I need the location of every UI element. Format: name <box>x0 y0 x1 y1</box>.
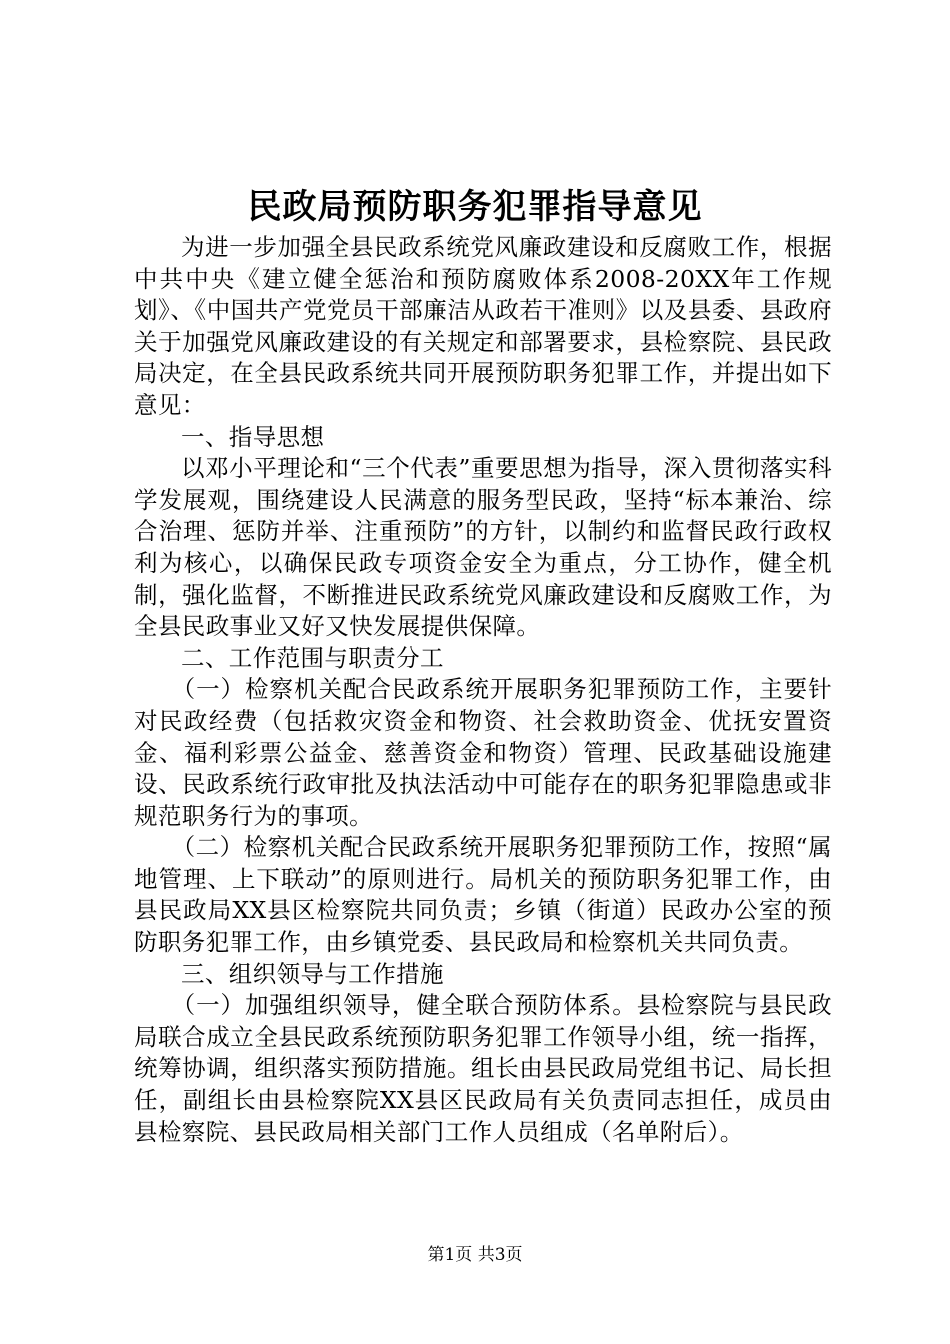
intro-paragraph: 为进一步加强全县民政系统党风廉政建设和反腐败工作，根据中共中央《建立健全惩治和预防腐败体系2008-20XX年工作规划》、《中国共产党党员干部廉洁从政若干准则》以及县委、县政府关于加强党风廉政建设的有关规定和部署要求，县检察院、县民政局决定，在全县民政系统共同开展预防职务犯罪工作，并提出如下意见： <box>134 233 832 419</box>
document-title: 民政局预防职务犯罪指导意见 <box>247 187 703 227</box>
page-number-footer: 第1页 共3页 <box>427 1245 523 1265</box>
section-heading-guiding-thought: 一、指导思想 <box>181 422 325 451</box>
section-heading-scope-duties: 二、工作范围与职责分工 <box>181 643 444 672</box>
scope-item-1-paragraph: （一）检察机关配合民政系统开展职务犯罪预防工作，主要针对民政经费（包括救灾资金和物资、社会救助资金、优抚安置资金、福利彩票公益金、慈善资金和物资）管理、民政基础设施建设、民政系统行政审批及执法活动中可能存在的职务犯罪隐患或非规范职务行为的事项。 <box>134 675 832 830</box>
scope-item-2-paragraph: （二）检察机关配合民政系统开展职务犯罪预防工作，按照“属地管理、上下联动”的原则进行。局机关的预防职务犯罪工作，由县民政局XX县区检察院共同负责；乡镇（街道）民政办公室的预防职务犯罪工作，由乡镇党委、县民政局和检察机关共同负责。 <box>134 833 832 957</box>
section-heading-organization: 三、组织领导与工作措施 <box>181 959 444 988</box>
document-body <box>134 232 832 1148</box>
guiding-thought-paragraph: 以邓小平理论和“三个代表”重要思想为指导，深入贯彻落实科学发展观，围绕建设人民满意的服务型民政，坚持“标本兼治、综合治理、惩防并举、注重预防”的方针，以制约和监督民政行政权利为核心，以确保民政专项资金安全为重点，分工协作，健全机制，强化监督，不断推进民政系统党风廉政建设和反腐败工作，为全县民政事业又好又快发展提供保障。 <box>134 454 832 641</box>
organization-item-1-paragraph: （一）加强组织领导，健全联合预防体系。县检察院与县民政局联合成立全县民政系统预防职务犯罪工作领导小组，统一指挥，统筹协调，组织落实预防措施。组长由县民政局党组书记、局长担任，副组长由县检察院XX县区民政局有关负责同志担任，成员由县检察院、县民政局相关部门工作人员组成（名单附后）。 <box>134 991 832 1146</box>
